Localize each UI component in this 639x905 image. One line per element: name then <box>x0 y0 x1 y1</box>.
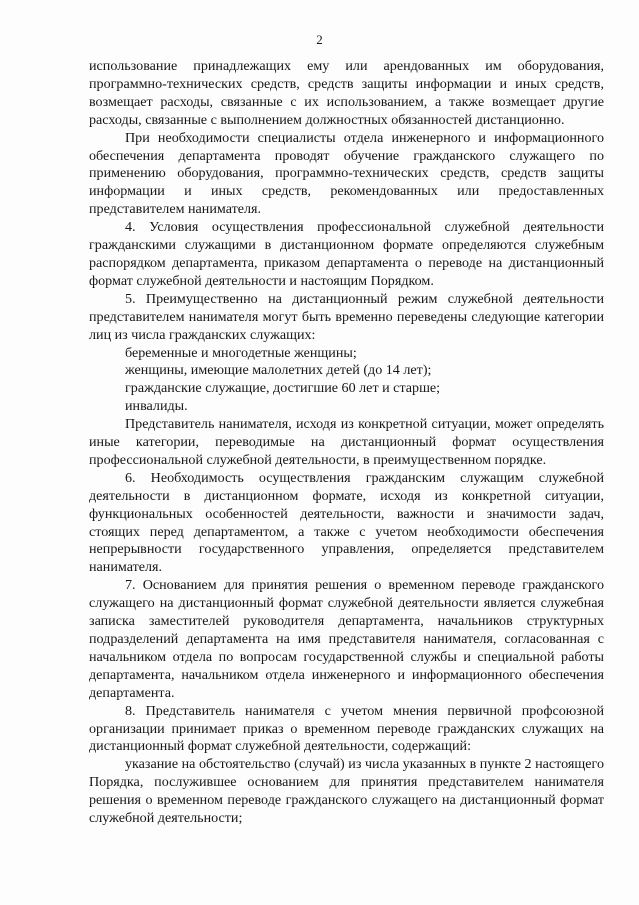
paragraph-8: 8. Представитель нанимателя с учетом мнения первичной профсоюзной организации принимает приказ о временном переводе гражданских служащих на дистанционный формат служебной деятельности, содержащий: <box>89 702 604 755</box>
paragraph-other-categories: Представитель нанимателя, исходя из конкретной ситуации, может определять иные категории, переводимые на дистанционный формат осуществления профессиональной служебной деятельности, в преимущественном порядке. <box>89 416 604 468</box>
paragraph-6: 6. Необходимость осуществления гражданским служащим служебной деятельности в дистанционном формате, исходя из конкретной ситуации, функциональных особенностей деятельности, важности и значимости задач, стоящих перед департаментом, а также с учетом необходимости обеспечения непрерывности государственного управления, определяется представителем нанимателя. <box>89 469 604 576</box>
list-item: инвалиды. <box>125 398 188 415</box>
list-item: гражданские служащие, достигшие 60 лет и старше; <box>125 380 441 397</box>
paragraph-training: При необходимости специалисты отдела инженерного и информационного обеспечения департамента проводят обучение гражданского служащего по применению оборудования, программно-технических средств, средств защиты информации и иных средств, рекомендованных или предоставленных представителем нанимателя. <box>89 129 604 218</box>
paragraph-7: 7. Основанием для принятия решения о временном переводе гражданского служащего на дистанционный формат служебной деятельности является служебная записка заместителей руководителя департамента, начальников структурных подразделений департамента на имя представителя нанимателя, согласованная с начальником отдела по вопросам государственной службы и специальной работы департамента, начальником отдела инженерного и информационного обеспечения департамента. <box>89 577 604 701</box>
document-body <box>89 58 604 828</box>
paragraph-8-item: указание на обстоятельство (случай) из числа указанных в пункте 2 настоящего Порядка, послужившее основанием для принятия представителем нанимателя решения о временном переводе гражданского служащего на дистанционный формат служебной деятельности; <box>89 756 604 827</box>
page-number: 2 <box>316 32 323 47</box>
paragraph-5: 5. Преимущественно на дистанционный режим служебной деятельности представителем нанимателя могут быть временно переведены следующие категории лиц из числа гражданских служащих: <box>89 290 604 343</box>
paragraph-continuation: использование принадлежащих ему или арендованных им оборудования, программно-технических средств, средств защиты информации и иных средств, возмещает расходы, связанные с их использованием, а также возмещает другие расходы, связанные с выполнением должностных обязанностей дистанционно. <box>89 58 604 128</box>
list-item: беременные и многодетные женщины; <box>125 344 357 361</box>
paragraph-4: 4. Условия осуществления профессиональной служебной деятельности гражданскими служащими в дистанционном формате определяются служебным распорядком департамента, приказом департамента о переводе на дистанционный формат служебной деятельности и настоящим Порядком. <box>89 219 604 289</box>
list-item: женщины, имеющие малолетних детей (до 14 лет); <box>125 362 432 379</box>
